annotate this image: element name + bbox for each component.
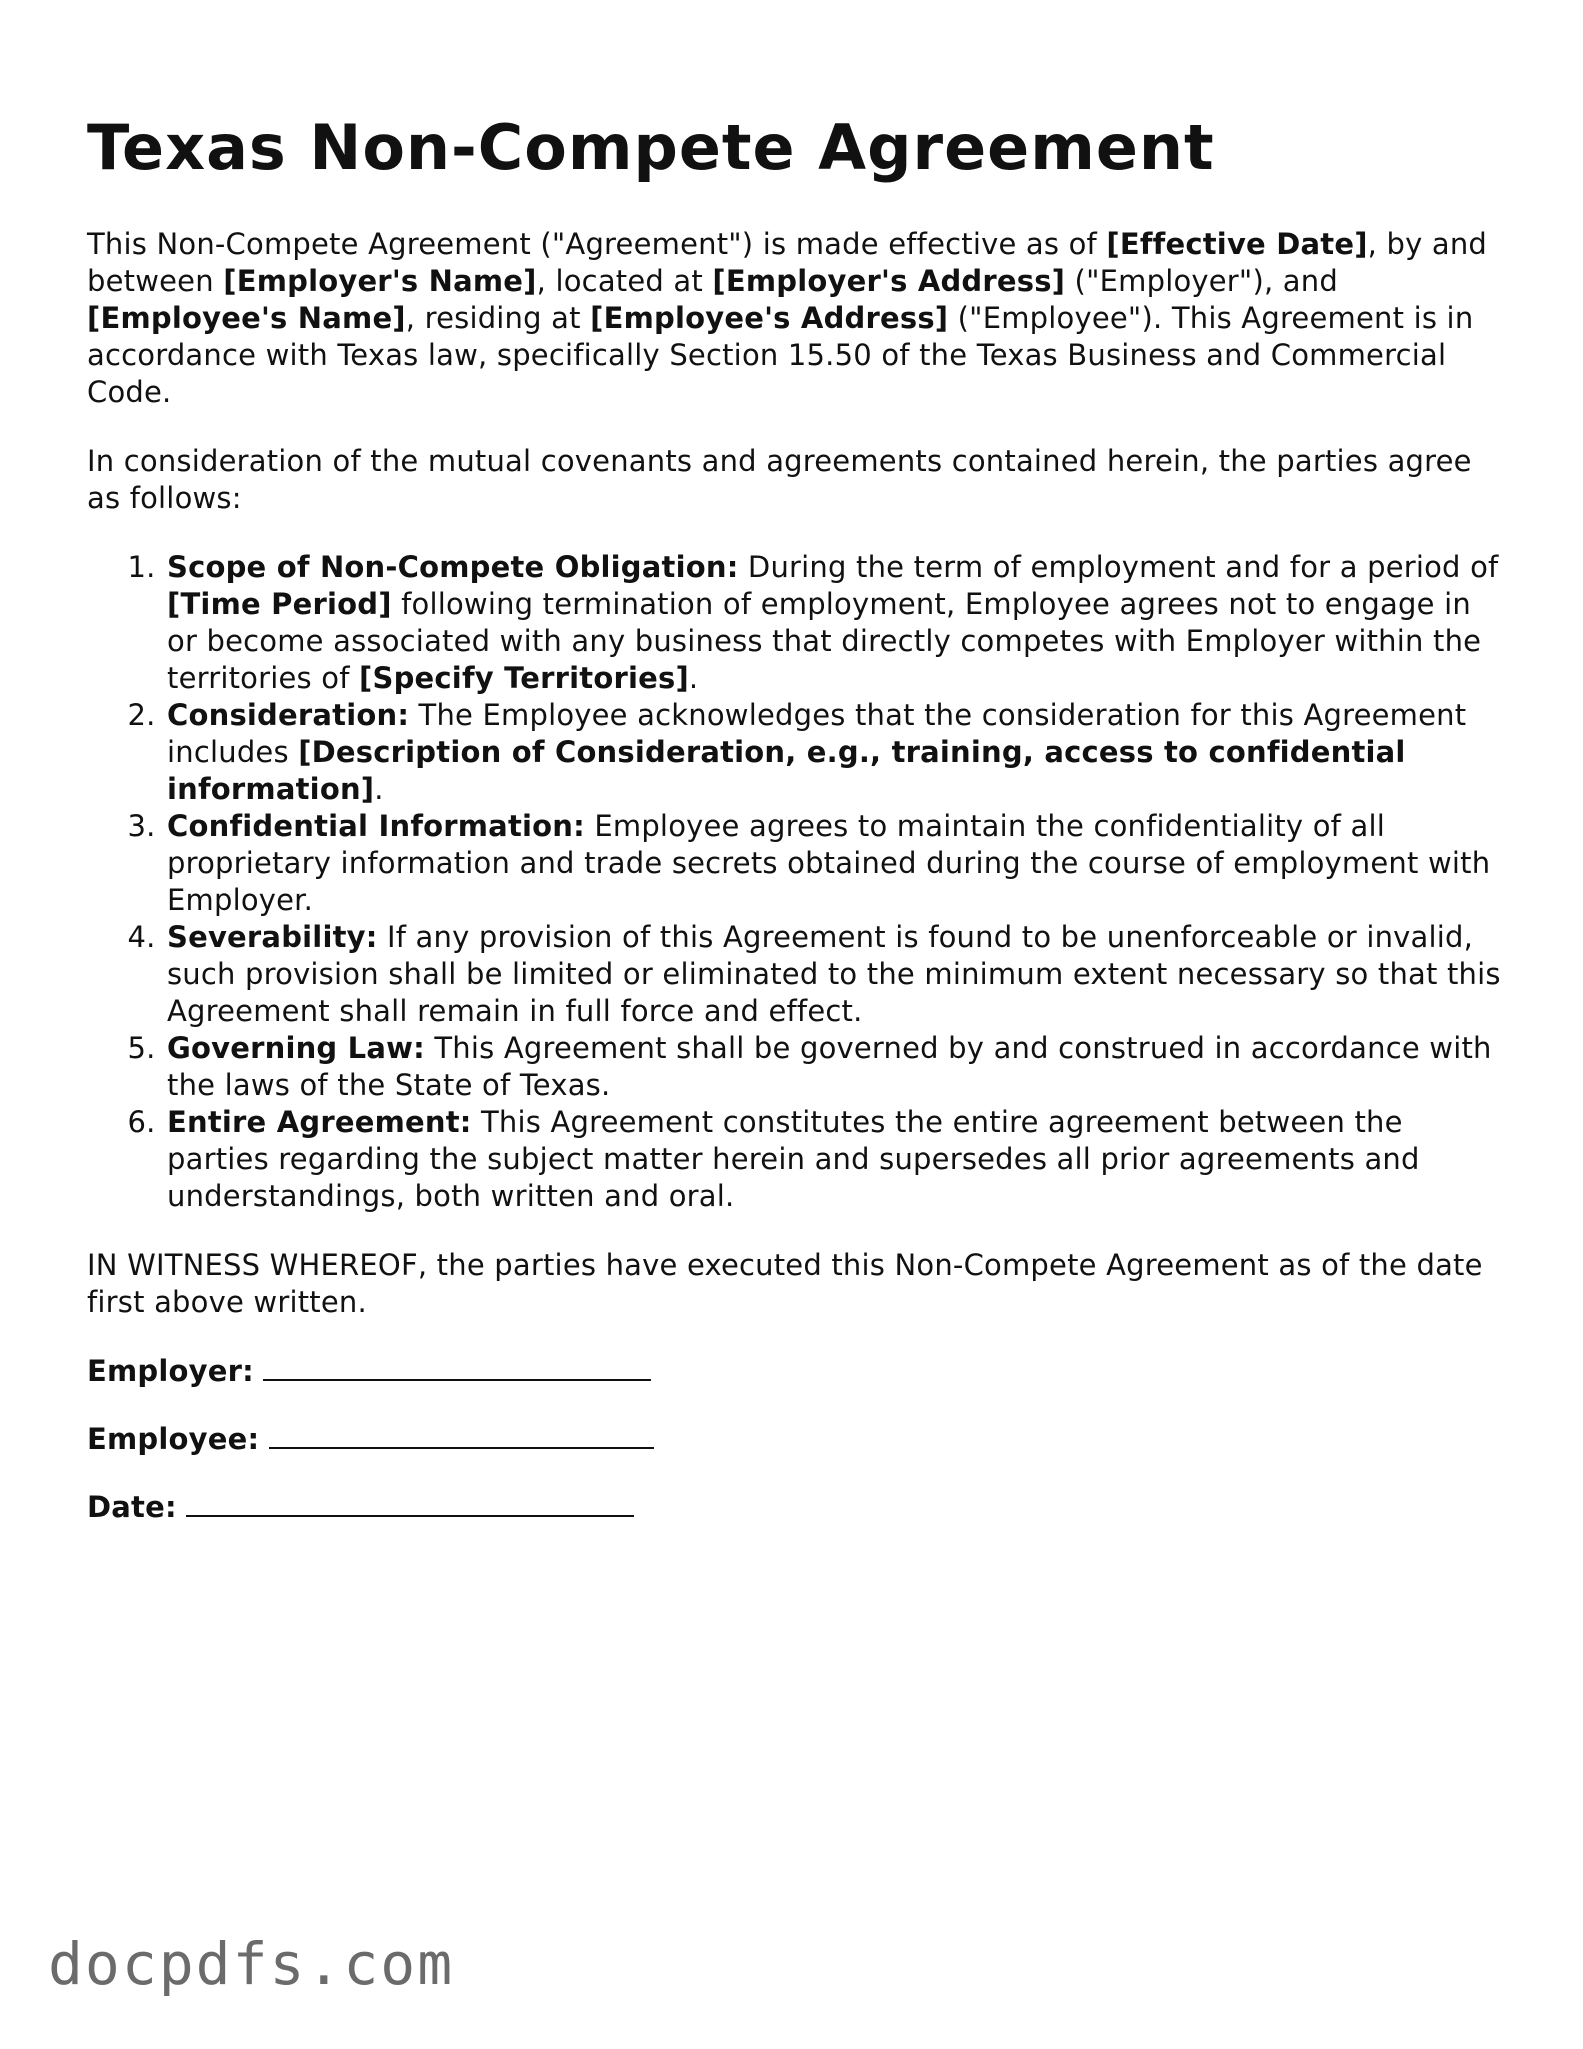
clause-item [165,697,1507,808]
territories-placeholder: [Specify Territories] [359,661,689,695]
time-period-placeholder: [Time Period] [167,587,392,621]
clause-text: This Agreement constitutes the entire agreement between the parties regarding the subject matter herein and supersedes all prior agreements and understandings, both written and oral. [167,1105,1420,1213]
clause-heading: Severability: [167,920,378,954]
clause-text: During the term of employment and for a period of [738,550,1499,584]
clause-heading: Scope of Non-Compete Obligation: [167,550,739,584]
intro-text: , by and between [87,227,1488,298]
employee-signature-label: Employee: [87,1422,260,1456]
employer-signature-label: Employer: [87,1354,254,1388]
date-signature-line [87,1489,1507,1526]
clause-item [165,808,1507,919]
intro-text: , residing at [405,301,591,335]
clause-text: Employee agrees to maintain the confidentiality of all proprietary information and trade secrets obtained during the course of employment with Employer. [167,809,1491,917]
clause-text: . [374,772,384,806]
clause-heading: Confidential Information: [167,809,585,843]
document-title: Texas Non-Compete Agreement [87,111,1215,184]
clause-item [165,549,1507,697]
intro-text: ("Employee"). This Agreement is in accordance with Texas law, specifically Section 15.50 of the Texas Business and Commercial Code. [87,301,1474,409]
date-signature-label: Date: [87,1490,177,1524]
effective-date-placeholder: [Effective Date] [1106,227,1368,261]
intro-paragraph [87,226,1507,411]
employer-name-placeholder: [Employer's Name] [223,264,537,298]
watermark-logo: docpdfs.com [48,1930,455,1998]
consideration-paragraph: In consideration of the mutual covenants and agreements contained herein, the parties agree as follows: [87,444,1472,515]
intro-text: ("Employer"), and [1065,264,1338,298]
employee-address-placeholder: [Employee's Address] [590,301,949,335]
clause-text: The Employee acknowledges that the consideration for this Agreement includes [167,698,1467,769]
clause-item [165,919,1507,1030]
employer-signature-field[interactable] [263,1378,651,1381]
clauses-list [87,549,1507,1215]
clause-heading: Entire Agreement: [167,1105,472,1139]
employer-signature-line [87,1353,1507,1390]
employee-signature-line [87,1421,1507,1458]
employee-signature-field[interactable] [269,1446,654,1449]
consideration-placeholder: [Description of Consideration, e.g., training, access to confidential information] [167,735,1406,806]
document-body [87,226,1507,1557]
date-signature-field[interactable] [186,1514,634,1517]
clause-item [165,1104,1507,1215]
clause-text: . [688,661,699,695]
clause-item [165,1030,1507,1104]
intro-text: This Non-Compete Agreement ("Agreement") is made effective as of [87,227,1107,261]
employee-name-placeholder: [Employee's Name] [87,301,406,335]
clause-text: If any provision of this Agreement is found to be unenforceable or invalid, such provision shall be limited or eliminated to the minimum extent necessary so that this Agreement shall remain in full force and effect. [167,920,1501,1028]
clause-text: This Agreement shall be governed by and construed in accordance with the laws of the State of Texas. [167,1031,1492,1102]
intro-text: , located at [536,264,713,298]
clause-heading: Governing Law: [167,1031,425,1065]
clause-text: following termination of employment, Employee agrees not to engage in or become associated with any business that directly competes with Employer within the territories of [167,587,1482,695]
witness-paragraph: IN WITNESS WHEREOF, the parties have executed this Non-Compete Agreement as of the date first above written. [87,1248,1483,1319]
employer-address-placeholder: [Employer's Address] [712,264,1066,298]
clause-heading: Consideration: [167,698,410,732]
